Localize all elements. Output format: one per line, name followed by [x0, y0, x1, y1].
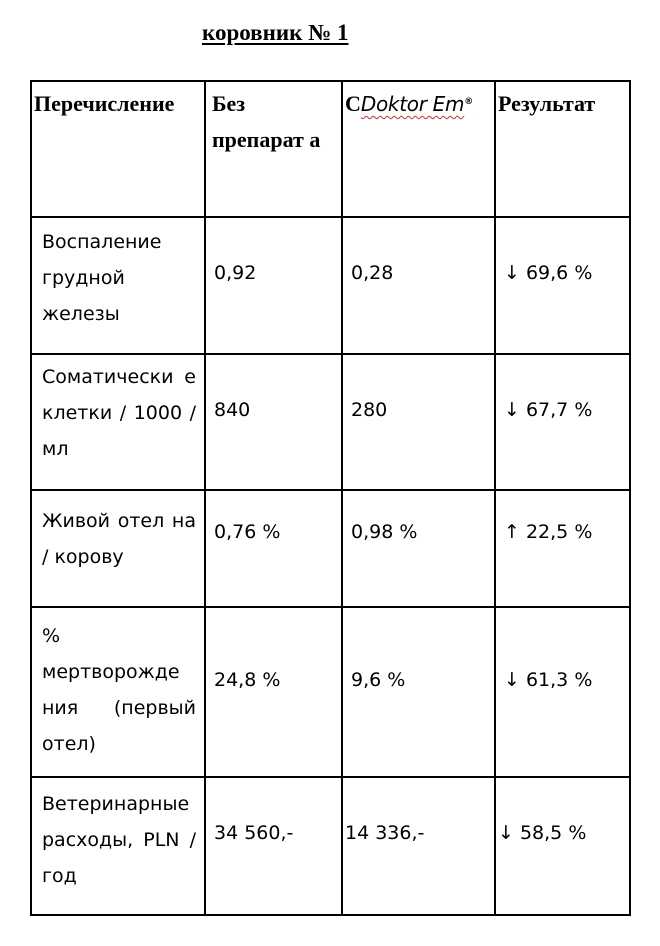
value-result: ↓ 61,3 % — [504, 669, 593, 691]
value-result: ↓ 58,5 % — [498, 822, 587, 844]
value-result: ↓ 67,7 % — [504, 399, 593, 421]
table-row — [32, 491, 631, 608]
arrow-down-icon: ↓ — [504, 399, 520, 421]
table-row — [32, 218, 631, 355]
arrow-down-icon: ↓ — [498, 822, 514, 844]
table-header-row — [32, 82, 631, 218]
value-result: ↓ 69,6 % — [504, 262, 593, 284]
table-row — [32, 355, 631, 491]
table-row — [32, 608, 631, 778]
arrow-down-icon: ↓ — [504, 262, 520, 284]
value-with: 280 — [351, 399, 388, 421]
arrow-up-icon: ↑ — [504, 521, 520, 543]
value-without: 24,8 % — [214, 669, 281, 691]
value-with: 0,98 % — [351, 521, 418, 543]
header-result: Результат — [498, 91, 596, 116]
value-with: 0,28 — [351, 262, 394, 284]
row-label: Живой отел на / корову — [42, 510, 196, 568]
value-without: 0,92 — [214, 262, 257, 284]
table-row — [32, 778, 631, 916]
row-label: Ветеринарные расходы, PLN / год — [42, 793, 196, 887]
page-title: коровник № 1 — [202, 20, 349, 45]
header-with-product — [345, 86, 492, 122]
value-result: ↑ 22,5 % — [504, 521, 593, 543]
value-without: 0,76 % — [214, 521, 281, 543]
arrow-down-icon: ↓ — [504, 669, 520, 691]
header-without-product: Без препарат а — [212, 91, 321, 152]
row-label: % мертворожде ния (первый отел) — [42, 625, 196, 755]
row-label: Воспаление грудной железы — [42, 231, 162, 325]
registered-mark: ® — [464, 97, 474, 107]
value-without: 840 — [214, 399, 251, 421]
comparison-table — [30, 80, 631, 916]
row-label: Соматически е клетки / 1000 / мл — [42, 366, 196, 460]
brand-name: Doktor Em — [360, 92, 465, 116]
header-enumeration: Перечисление — [34, 91, 175, 116]
value-without: 34 560,- — [214, 822, 294, 844]
value-with: 14 336,- — [345, 822, 425, 844]
value-with: 9,6 % — [351, 669, 406, 691]
header-with-prefix: С — [345, 91, 361, 116]
